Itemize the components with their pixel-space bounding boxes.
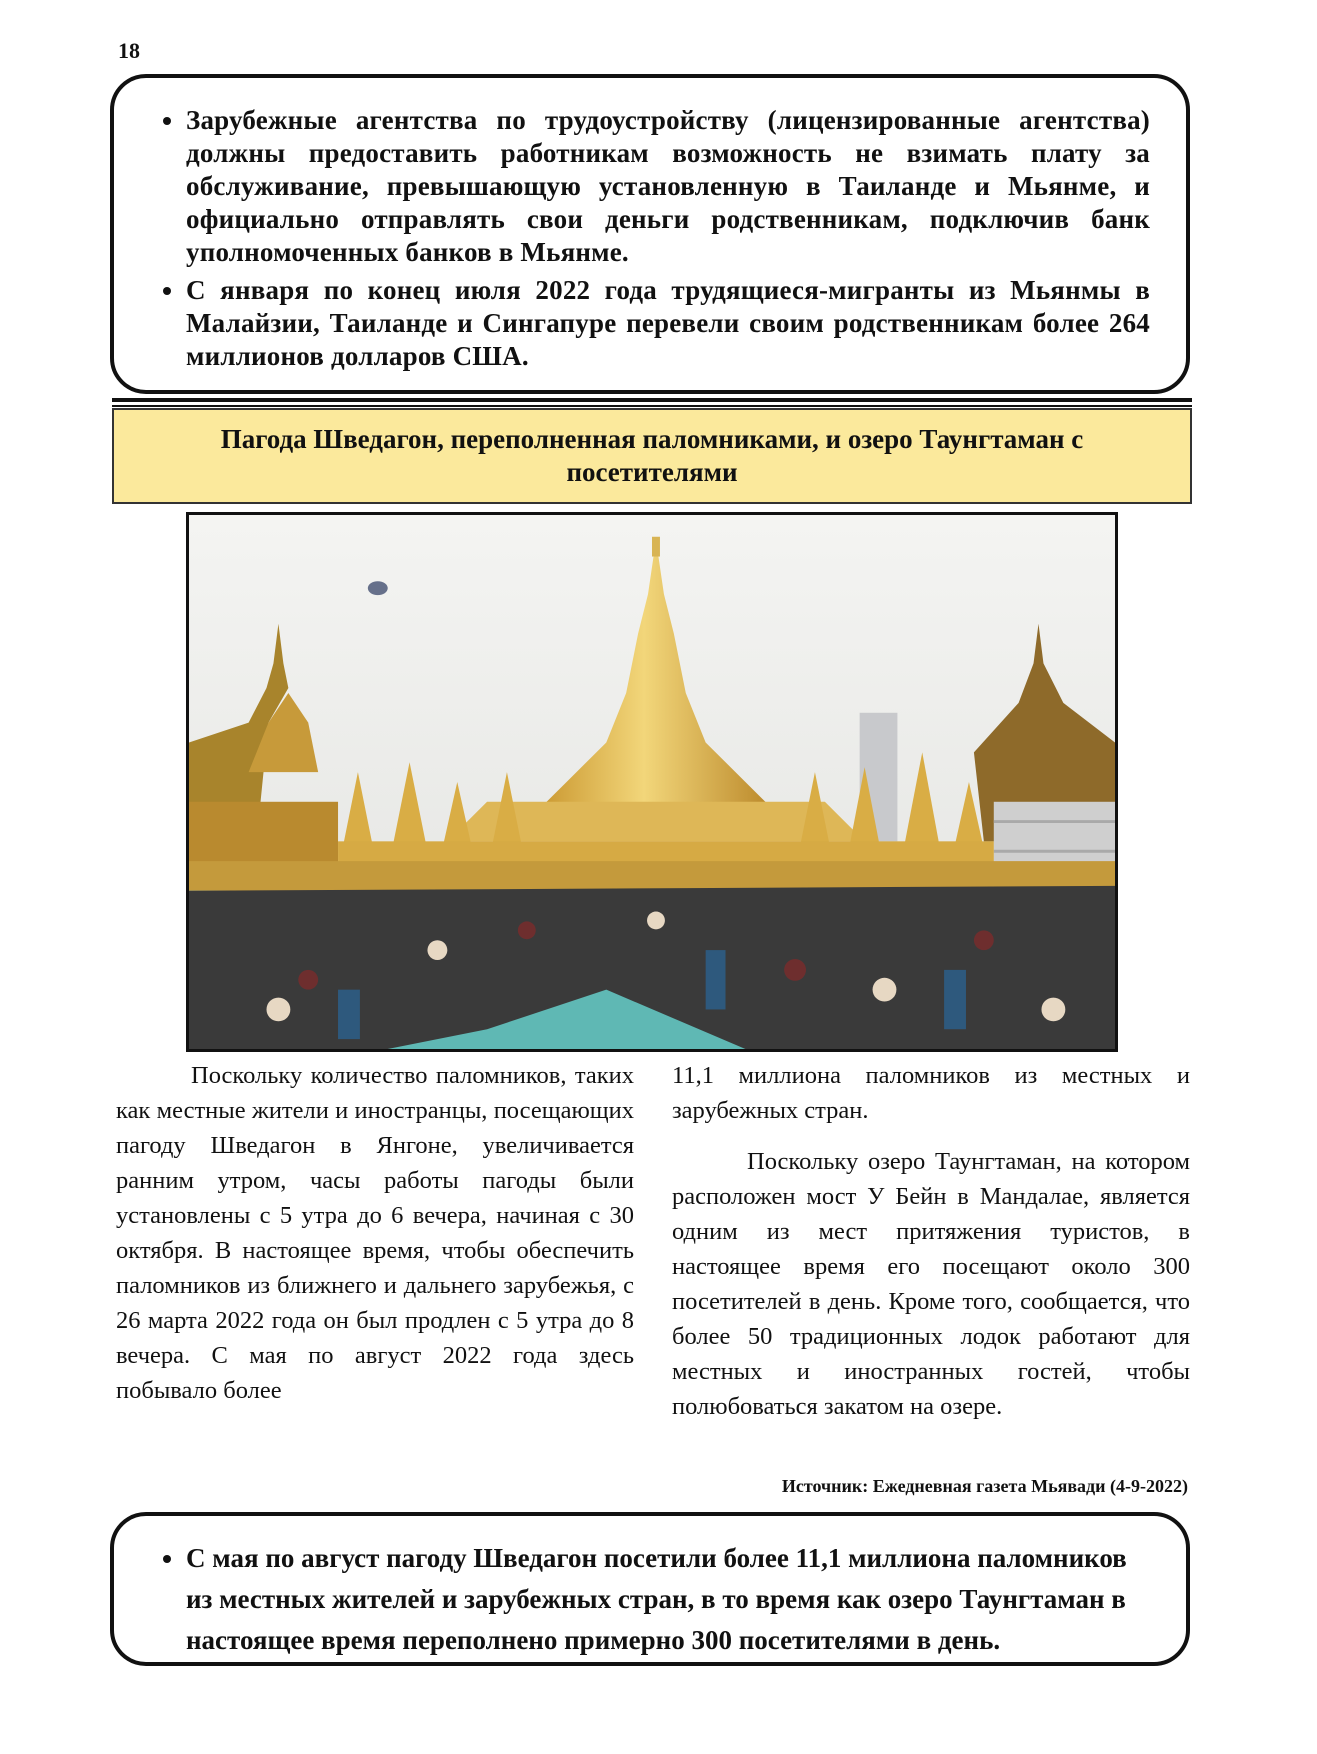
pagoda-photo-illustration (189, 515, 1115, 1049)
article-column-left: Поскольку количество паломников, таких как местные жители и иностранцы, посещающих пагоду Шведагон в Янгоне, увеличивается ранним утром, часы работы пагоды были установлены с 5 утра до 6 вечера, начиная с 30 октября. В настоящее время, чтобы обеспечить паломников из ближнего и дальнего зарубежья, с 26 марта 2022 года он был продлен с 5 утра до 8 вечера. С мая по август 2022 года здесь побывало более (116, 1062, 634, 1404)
pagoda-photo (186, 512, 1118, 1052)
article-column-right-paragraph: Поскольку озеро Таунгтаман, на котором расположен мост У Бейн в Мандалае, является одним из мест притяжения туристов, в настоящее время его посещают около 300 посетителей в день. Кроме того, сообщается, что более 50 традиционных лодок работают для местных и иностранных гостей, чтобы полюбоваться закатом на озере. (672, 1148, 1190, 1420)
page-number: 18 (118, 38, 140, 63)
article-headline: Пагода Шведагон, переполненная паломниками, и озеро Таунгтаман с посетителями (112, 408, 1192, 504)
summary-list-bottom (136, 1538, 1150, 1661)
bullet-agencies: • Зарубежные агентства по трудоустройству (лицензированные агентства) должны предоставить работникам возможность не взимать плату за обслуживание, превышающую установленную в Таиланде и Мьянме, и официально отправлять свои деньги родственникам, подключив банк уполномоченных банков в Мьянме. (186, 104, 1150, 269)
summary-list-top (136, 104, 1150, 373)
summary-box-bottom (110, 1512, 1190, 1666)
section-divider-thin (112, 405, 1192, 407)
bullet-visitors: • С мая по август пагоду Шведагон посетили более 11,1 миллиона паломников из местных жителей и зарубежных стран, в то время как озеро Таунгтаман в настоящее время переполнено примерно 300 посетителями в день. (186, 1538, 1150, 1661)
section-divider (112, 398, 1192, 402)
article-source: Источник: Ежедневная газета Мьявади (4-9-2022) (781, 1476, 1188, 1496)
summary-box-top (110, 74, 1190, 394)
article-column-right-continuation: 11,1 миллиона паломников из местных и зарубежных стран. (672, 1062, 1190, 1124)
bullet-remittances: • С января по конец июля 2022 года трудящиеся-мигранты из Мьянмы в Малайзии, Таиланде и Сингапуре перевели своим родственникам более 264 миллионов долларов США. (186, 274, 1150, 373)
